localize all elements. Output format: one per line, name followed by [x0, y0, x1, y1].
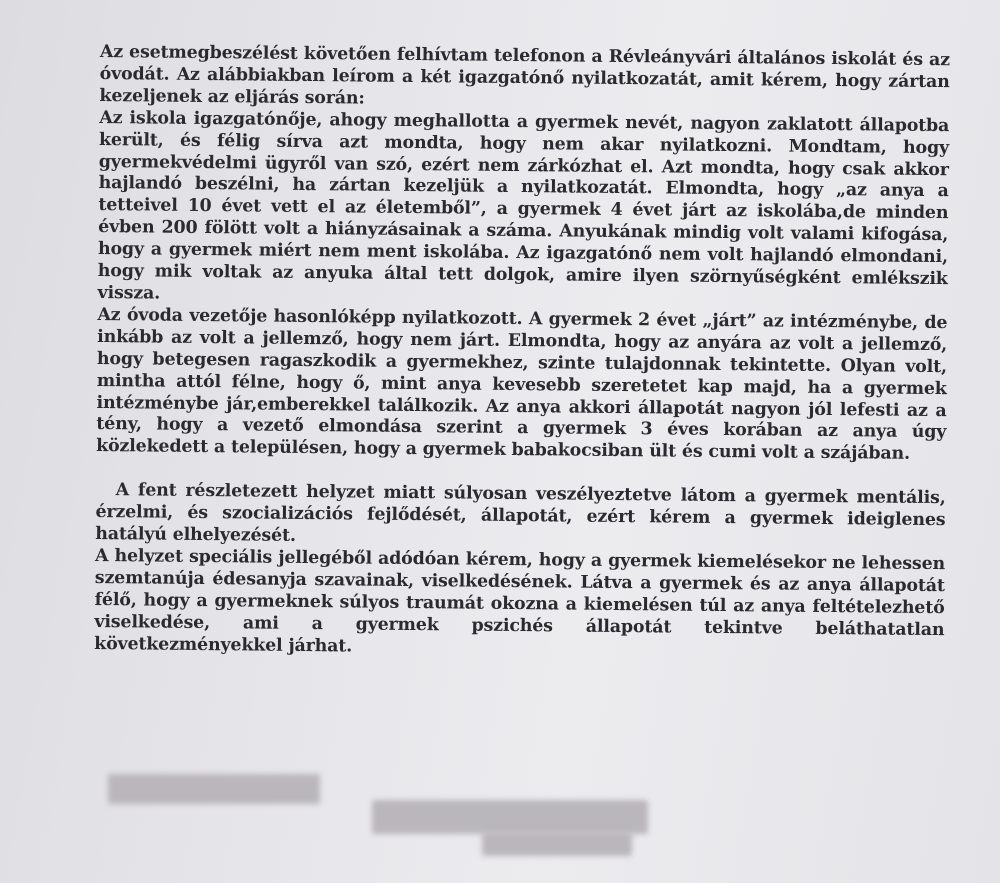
paragraph-school-statement: Az iskola igazgatónője, ahogy meghallotta a gyermek nevét, nagyon zaklatott állapotba került, és félig sírva azt mondta, hogy nem akar nyilatkozni. Mondtam, hogy gyermekvédelmi ügyről van szó, ezért nem zárkózhat el. Azt mondta, hogy csak akkor hajlandó beszélni, ha zártan kezeljük a nyilatkozatát. Elmondta, hogy „az anya a tetteivel 10 évet vett el az életemből”, a gyermek 4 évet járt az iskolába,de minden évben 200 fölött volt a hiányzásainak a száma. Anyukának mindig volt valami kifogása, hogy a gyermek miért nem ment iskolába. Az igazgatónő nem volt hajlandó elmondani, hogy mik voltak az anyuka által tett dolgok, amire ilyen szörnyűségként emlékszik vissza. [97, 107, 950, 304]
redacted-signature-extra [482, 832, 632, 856]
paragraph-intro: Az esetmegbeszélést követően felhívtam telefonon a Révleányvári általános iskolát és az óvodát. Az alábbiakban leírom a két igazgatónő nyilatkozatát, amit kérem, hogy zártan kezeljenek az eljárás során: [99, 42, 950, 109]
document-body [94, 42, 950, 664]
redacted-signature-title [372, 800, 648, 834]
paragraph-kindergarten-statement: Az óvoda vezetője hasonlóképp nyilatkozott. A gyermek 2 évet „járt” az intézménybe, de inkább az volt a jellemző, hogy nem járt. Elmondta, hogy az anyára az volt a jellemző, hogy betegesen ragaszkodik a gyermekhez, szinte tulajdonnak tekintette. Olyan volt, mintha attól félne, hogy ő, mint anya kevesebb szeretetet kap majd, ha a gyermek intézménybe jár,emberekkel találkozik. Az anya akkori állapotát nagyon jól lefesti az a tény, hogy a vezető elmondása szerint a gyermek 3 éves korában az anya úgy közlekedett a településen, hogy a gyermek babakocsiban ült és cumi volt a szájában. [96, 304, 948, 465]
paragraph-request: A fent részletezett helyzet miatt súlyosan veszélyeztetve látom a gyermek mentális, érzelmi, és szocializációs fejlődését, állapotát, ezért kérem a gyermek ideiglenes hatályú elhelyezését. [95, 480, 946, 546]
redacted-signature-name [108, 774, 320, 804]
paragraph-special-request: A helyzet speciális jellegéből adódóan kérem, hogy a gyermek kiemelésekor ne lehessen szemtanúja édesanyja szavainak, viselkedésének. Látva a gyermek és az anya állapotát félő, hogy a gyermeknek súlyos traumát okozna a kiemelésen túl az anya feltételezhető viselkedése, ami a gyermek pszichés állapotát tekintve beláthatatlan következményekkel járhat. [94, 545, 946, 657]
